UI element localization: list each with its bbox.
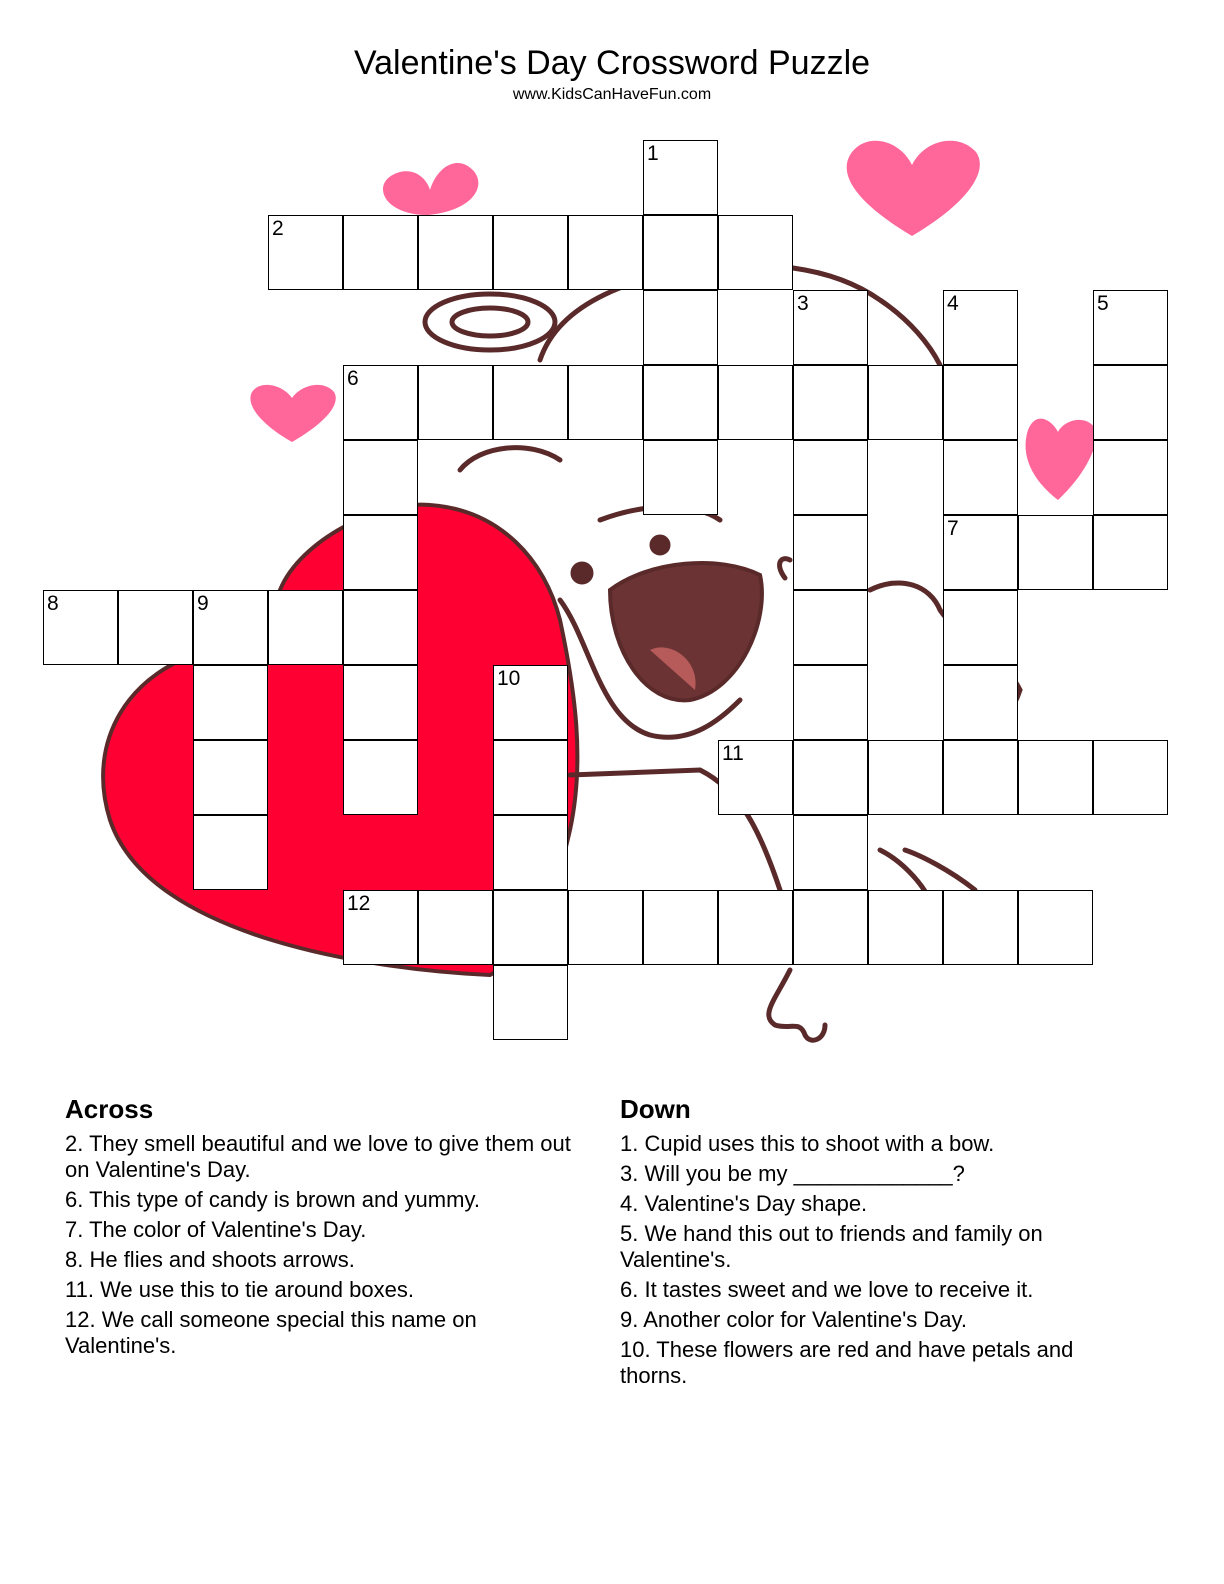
crossword-cell[interactable] (343, 215, 418, 290)
crossword-cell[interactable] (943, 440, 1018, 515)
crossword-cell[interactable] (868, 740, 943, 815)
clue-number: 11 (722, 742, 744, 765)
crossword-cell[interactable] (718, 365, 793, 440)
across-clue-12: 12. We call someone special this name on Valentine's. (65, 1307, 477, 1358)
crossword-cell[interactable] (643, 890, 718, 965)
clue-number: 8 (47, 592, 59, 615)
across-clue-6: 6. This type of candy is brown and yummy. (65, 1187, 480, 1212)
clue-number: 3 (797, 292, 809, 315)
crossword-cell[interactable] (568, 890, 643, 965)
crossword-cell[interactable] (1093, 740, 1168, 815)
crossword-cell[interactable] (343, 515, 418, 590)
crossword-cell[interactable] (493, 740, 568, 815)
across-clue-8: 8. He flies and shoots arrows. (65, 1247, 355, 1272)
crossword-cell[interactable] (793, 365, 868, 440)
crossword-cell[interactable] (1093, 515, 1168, 590)
across-clue-7: 7. The color of Valentine's Day. (65, 1217, 367, 1242)
crossword-cell[interactable] (793, 740, 868, 815)
crossword-cell[interactable] (268, 590, 343, 665)
crossword-cell[interactable] (343, 440, 418, 515)
crossword-cell[interactable] (343, 365, 418, 440)
down-clue-9: 9. Another color for Valentine's Day. (620, 1307, 968, 1332)
crossword-cell[interactable] (493, 965, 568, 1040)
crossword-cell[interactable] (943, 290, 1018, 365)
crossword-cell[interactable] (943, 515, 1018, 590)
crossword-cell[interactable] (193, 815, 268, 890)
crossword-cell[interactable] (43, 590, 118, 665)
crossword-cell[interactable] (1018, 740, 1093, 815)
crossword-cell[interactable] (943, 890, 1018, 965)
crossword-cell[interactable] (718, 740, 793, 815)
crossword-cell[interactable] (643, 440, 718, 515)
clue-number: 5 (1097, 292, 1109, 315)
crossword-cell[interactable] (643, 365, 718, 440)
crossword-cell[interactable] (493, 815, 568, 890)
crossword-cell[interactable] (793, 590, 868, 665)
crossword-cell[interactable] (193, 590, 268, 665)
pink-heart-top-right (847, 141, 980, 236)
crossword-cell[interactable] (943, 365, 1018, 440)
crossword-cell[interactable] (568, 365, 643, 440)
website-url: www.KidsCanHaveFun.com (512, 86, 712, 103)
down-clue-6: 6. It tastes sweet and we love to receive it. (620, 1277, 1034, 1302)
across-clues (65, 1094, 585, 1363)
crossword-cell[interactable] (343, 590, 418, 665)
crossword-cell[interactable] (118, 590, 193, 665)
pink-heart-left (250, 385, 335, 442)
clue-number: 4 (947, 292, 959, 315)
page-title: Valentine's Day Crossword Puzzle (353, 44, 871, 82)
crossword-cell[interactable] (793, 440, 868, 515)
clue-number: 1 (647, 142, 659, 165)
crossword-cell[interactable] (1018, 890, 1093, 965)
down-clue-5: 5. We hand this out to friends and family on Valentine's. (620, 1221, 1043, 1272)
crossword-cell[interactable] (793, 515, 868, 590)
crossword-cell[interactable] (268, 215, 343, 290)
crossword-cell[interactable] (418, 215, 493, 290)
cupid-foot (769, 970, 825, 1040)
crossword-cell[interactable] (943, 590, 1018, 665)
halo (425, 294, 555, 350)
crossword-cell[interactable] (418, 365, 493, 440)
across-clue-11: 11. We use this to tie around boxes. (65, 1277, 414, 1302)
crossword-cell[interactable] (1093, 290, 1168, 365)
clue-number: 12 (347, 892, 371, 915)
crossword-cell[interactable] (793, 815, 868, 890)
crossword-cell[interactable] (643, 215, 718, 290)
crossword-cell[interactable] (1093, 365, 1168, 440)
crossword-cell[interactable] (793, 290, 868, 365)
clue-number: 6 (347, 367, 359, 390)
crossword-cell[interactable] (343, 740, 418, 815)
crossword-cell[interactable] (193, 665, 268, 740)
crossword-cell[interactable] (343, 665, 418, 740)
crossword-cell[interactable] (868, 365, 943, 440)
crossword-cell[interactable] (943, 665, 1018, 740)
crossword-cell[interactable] (343, 890, 418, 965)
crossword-cell[interactable] (643, 140, 718, 215)
crossword-cell[interactable] (493, 665, 568, 740)
crossword-cell[interactable] (493, 215, 568, 290)
crossword-cell[interactable] (868, 890, 943, 965)
down-clue-10: 10. These flowers are red and have petals and thorns. (620, 1337, 1074, 1388)
down-clues (620, 1094, 1140, 1393)
crossword-cell[interactable] (643, 290, 718, 365)
clue-number: 10 (497, 667, 521, 690)
crossword-cell[interactable] (718, 890, 793, 965)
down-clue-3: 3. Will you be my _____________? (620, 1161, 965, 1186)
clue-number: 7 (947, 517, 959, 540)
across-clue-2: 2. They smell beautiful and we love to give them out on Valentine's Day. (65, 1131, 571, 1182)
clue-number: 2 (272, 217, 284, 240)
pink-heart-right (1026, 419, 1097, 500)
crossword-cell[interactable] (1018, 515, 1093, 590)
crossword-cell[interactable] (943, 740, 1018, 815)
down-clue-1: 1. Cupid uses this to shoot with a bow. (620, 1131, 995, 1156)
down-clue-4: 4. Valentine's Day shape. (620, 1191, 868, 1216)
crossword-cell[interactable] (568, 215, 643, 290)
clue-number: 9 (197, 592, 209, 615)
across-heading: Across (65, 1094, 154, 1124)
crossword-cell[interactable] (493, 365, 568, 440)
crossword-cell[interactable] (793, 665, 868, 740)
crossword-cell[interactable] (1093, 440, 1168, 515)
down-heading: Down (620, 1094, 691, 1124)
crossword-cell[interactable] (718, 215, 793, 290)
crossword-cell[interactable] (493, 890, 568, 965)
crossword-cell[interactable] (193, 740, 268, 815)
crossword-cell[interactable] (793, 890, 868, 965)
crossword-cell[interactable] (418, 890, 493, 965)
pink-heart-top-left (383, 163, 478, 215)
